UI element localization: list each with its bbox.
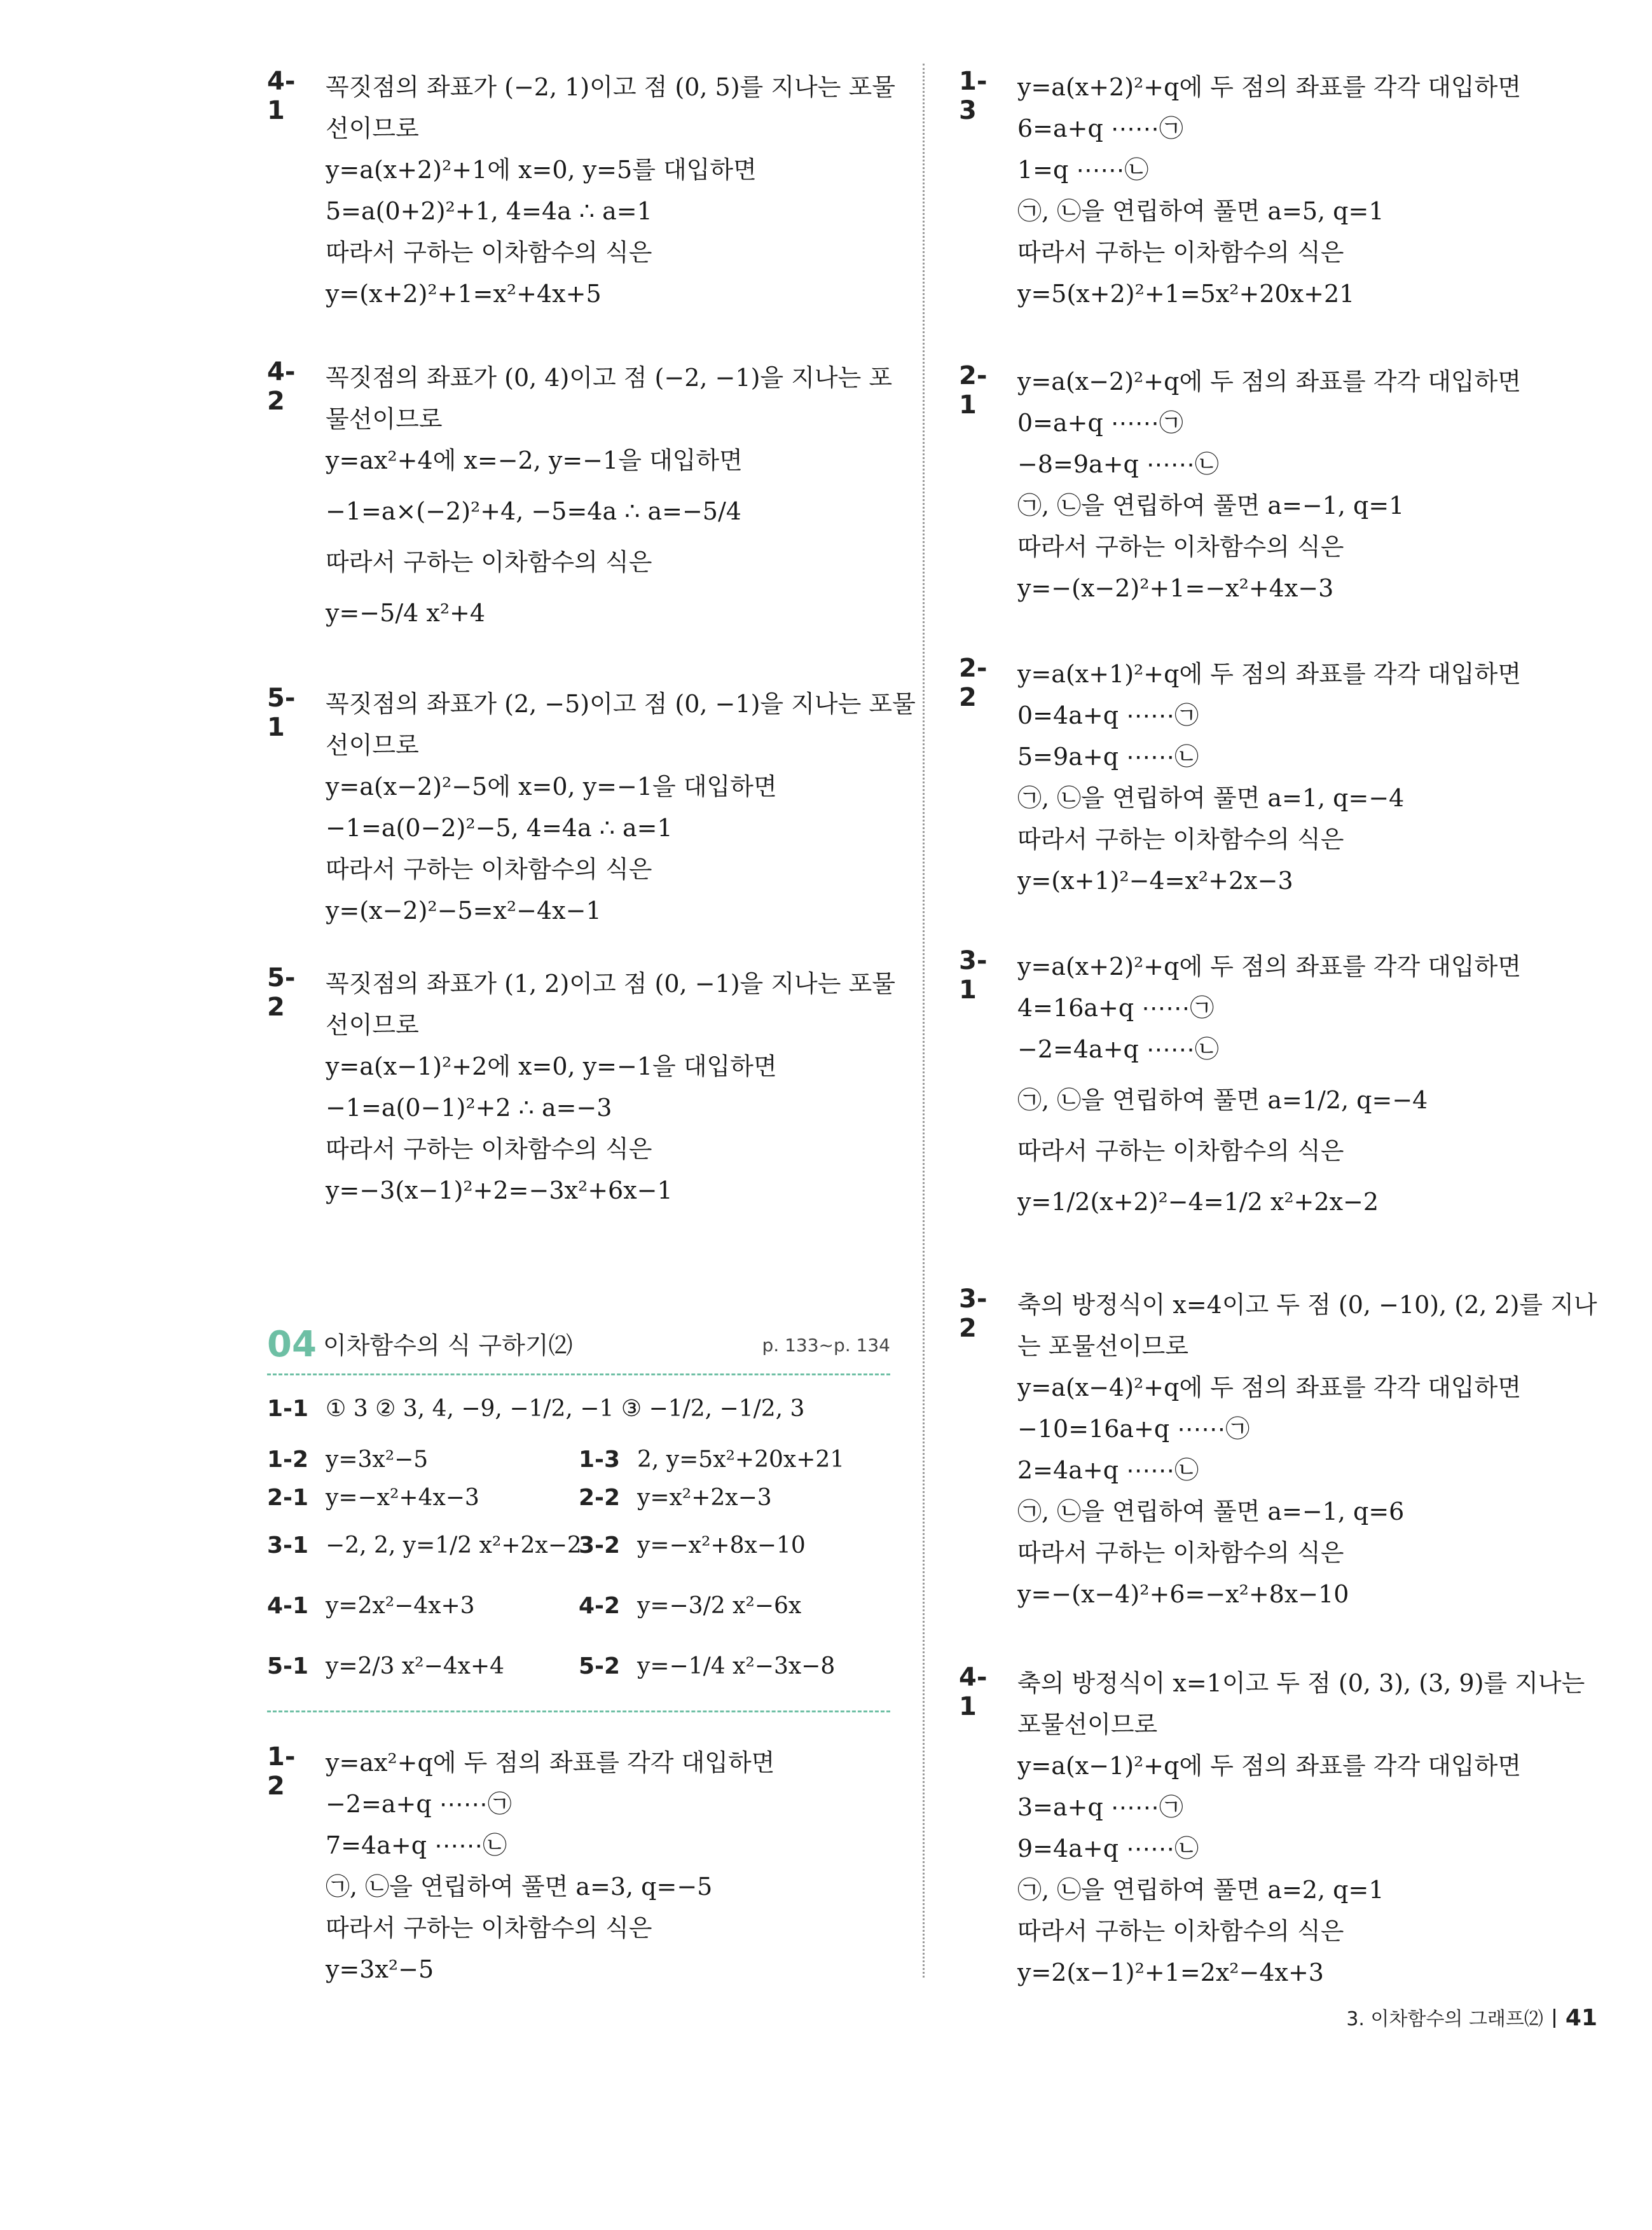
solution-line: y=−5/4 x²+4 [326, 599, 486, 627]
solution-line: 축의 방정식이 x=4이고 두 점 (0, −10), (2, 2)를 지나 [1017, 1291, 1597, 1319]
solution-line: 6=a+q ⋯⋯㉠ [1017, 114, 1183, 142]
section-header [267, 1326, 890, 1364]
solution-line: −2=4a+q ⋯⋯㉡ [1017, 1035, 1219, 1063]
answer-label: 5-2 [579, 1653, 621, 1679]
answer-label: 5-1 [267, 1653, 309, 1679]
answer-value: y=2x²−4x+3 [326, 1593, 475, 1619]
answer-label: 1-2 [267, 1447, 309, 1473]
answer-label: 3-1 [267, 1532, 309, 1559]
solution-line: y=2(x−1)²+1=2x²−4x+3 [1017, 1958, 1324, 1986]
problem-number: 4-1 [267, 67, 296, 125]
answer-cell [267, 1593, 475, 1619]
answer-row [267, 1485, 890, 1523]
section-number: 04 [267, 1324, 317, 1365]
solution-line: 선이므로 [326, 1011, 419, 1039]
solution-line: 꼭짓점의 좌표가 (2, −5)이고 점 (0, −1)을 지나는 포물 [326, 690, 916, 718]
solution-line: 는 포물선이므로 [1017, 1332, 1189, 1360]
solution-line: ㉠, ㉡을 연립하여 풀면 a=1, q=−4 [1017, 784, 1405, 812]
solution-line: y=a(x−2)²+q에 두 점의 좌표를 각각 대입하면 [1017, 368, 1522, 396]
solution-line: −10=16a+q ⋯⋯㉠ [1017, 1415, 1250, 1443]
section-title: 이차함수의 식 구하기⑵ [323, 1332, 573, 1359]
answer-cell [267, 1532, 582, 1559]
problem-number: 1-2 [267, 1742, 296, 1801]
answer-label: 4-2 [579, 1593, 621, 1619]
solution-line: −1=a(0−1)²+2 ∴ a=−3 [326, 1094, 612, 1122]
solution-line: −8=9a+q ⋯⋯㉡ [1017, 450, 1219, 478]
answer-value: ① 3 ② 3, 4, −9, −1/2, −1 ③ −1/2, −1/2, 3 [326, 1396, 805, 1422]
chapter-title: 3. 이차함수의 그래프⑵ [1346, 2008, 1543, 2030]
solution-line: y=(x+1)²−4=x²+2x−3 [1017, 867, 1293, 895]
problem-number: 5-2 [267, 963, 296, 1022]
answer-row [267, 1396, 890, 1434]
solution-line: 포물선이므로 [1017, 1710, 1158, 1738]
solution-line: y=(x+2)²+1=x²+4x+5 [326, 280, 602, 308]
answer-value: y=−3/2 x²−6x [637, 1593, 802, 1619]
column-divider [923, 64, 925, 1978]
solution-line: y=ax²+4에 x=−2, y=−1을 대입하면 [326, 446, 743, 474]
solution-line: 9=4a+q ⋯⋯㉡ [1017, 1834, 1199, 1862]
solution-line: y=a(x−1)²+q에 두 점의 좌표를 각각 대입하면 [1017, 1752, 1522, 1780]
solution-line: 1=q ⋯⋯㉡ [1017, 156, 1149, 184]
solution-line: 0=a+q ⋯⋯㉠ [1017, 409, 1183, 437]
answer-value: y=3x²−5 [326, 1447, 429, 1473]
solution-line: y=a(x+2)²+q에 두 점의 좌표를 각각 대입하면 [1017, 953, 1522, 981]
solution-line: 선이므로 [326, 731, 419, 759]
solution-line: 따라서 구하는 이차함수의 식은 [326, 238, 652, 266]
answer-cell [267, 1447, 428, 1473]
problem-number: 4-1 [959, 1663, 988, 1721]
answer-box-top-rule [267, 1373, 890, 1375]
solution-line: ㉠, ㉡을 연립하여 풀면 a=−1, q=1 [1017, 492, 1405, 520]
solution-line: 축의 방정식이 x=1이고 두 점 (0, 3), (3, 9)를 지나는 [1017, 1669, 1585, 1697]
answer-value: y=−x²+4x−3 [326, 1485, 479, 1511]
solution-line: 4=16a+q ⋯⋯㉠ [1017, 994, 1215, 1022]
solution-line: −1=a×(−2)²+4, −5=4a ∴ a=−5/4 [326, 497, 741, 525]
solution-line: ㉠, ㉡을 연립하여 풀면 a=1/2, q=−4 [1017, 1086, 1428, 1114]
page-footer [1346, 2003, 1597, 2031]
answer-cell [579, 1593, 801, 1619]
solution-line: 따라서 구하는 이차함수의 식은 [326, 548, 652, 576]
solution-line: 따라서 구하는 이차함수의 식은 [1017, 1917, 1344, 1945]
solution-line: ㉠, ㉡을 연립하여 풀면 a=5, q=1 [1017, 197, 1384, 225]
solution-line: y=−(x−4)²+6=−x²+8x−10 [1017, 1580, 1349, 1608]
solution-line: y=1/2(x+2)²−4=1/2 x²+2x−2 [1017, 1188, 1379, 1216]
answer-label: 2-1 [267, 1485, 309, 1511]
solution-line: 따라서 구하는 이차함수의 식은 [1017, 533, 1344, 561]
answer-value: −2, 2, y=1/2 x²+2x−2 [326, 1532, 582, 1559]
solution-line: ㉠, ㉡을 연립하여 풀면 a=3, q=−5 [326, 1873, 713, 1901]
problem-number: 1-3 [959, 67, 988, 125]
answer-cell [267, 1485, 479, 1511]
answer-label: 1-1 [267, 1396, 309, 1422]
solution-line: ㉠, ㉡을 연립하여 풀면 a=2, q=1 [1017, 1876, 1384, 1904]
answer-value: y=2/3 x²−4x+4 [326, 1653, 505, 1679]
solution-line: 0=4a+q ⋯⋯㉠ [1017, 701, 1199, 729]
answer-label: 2-2 [579, 1485, 621, 1511]
solution-line: 3=a+q ⋯⋯㉠ [1017, 1793, 1183, 1821]
footer-separator [1553, 2009, 1555, 2028]
solution-line: 따라서 구하는 이차함수의 식은 [326, 1135, 652, 1163]
answer-cell [579, 1532, 806, 1559]
solution-line: 7=4a+q ⋯⋯㉡ [326, 1831, 507, 1859]
answer-value: y=−x²+8x−10 [637, 1532, 806, 1559]
answer-label: 1-3 [579, 1447, 621, 1473]
solution-line: y=a(x+1)²+q에 두 점의 좌표를 각각 대입하면 [1017, 660, 1522, 688]
answer-value: y=x²+2x−3 [637, 1485, 772, 1511]
solution-line: 꼭짓점의 좌표가 (0, 4)이고 점 (−2, −1)을 지나는 포 [326, 364, 893, 392]
problem-number: 3-2 [959, 1284, 988, 1343]
solution-line: −1=a(0−2)²−5, 4=4a ∴ a=1 [326, 814, 673, 842]
solution-line: 따라서 구하는 이차함수의 식은 [326, 1914, 652, 1942]
answer-label: 4-1 [267, 1593, 309, 1619]
solution-line: 꼭짓점의 좌표가 (1, 2)이고 점 (0, −1)을 지나는 포물 [326, 970, 895, 998]
answer-label: 3-2 [579, 1532, 621, 1559]
problem-number: 4-2 [267, 357, 296, 416]
answer-cell [579, 1653, 835, 1679]
answer-value: 2, y=5x²+20x+21 [637, 1447, 845, 1473]
solution-line: 물선이므로 [326, 405, 443, 433]
solution-line: 꼭짓점의 좌표가 (−2, 1)이고 점 (0, 5)를 지나는 포물 [326, 73, 895, 101]
problem-number: 3-1 [959, 946, 988, 1005]
problem-number: 5-1 [267, 684, 296, 742]
solution-line: ㉠, ㉡을 연립하여 풀면 a=−1, q=6 [1017, 1497, 1405, 1525]
section-page-range: p. 133~p. 134 [762, 1335, 890, 1356]
solution-line: y=a(x−2)²−5에 x=0, y=−1을 대입하면 [326, 773, 777, 801]
solution-line: 선이므로 [326, 114, 419, 142]
solution-line: 5=a(0+2)²+1, 4=4a ∴ a=1 [326, 197, 652, 225]
solution-line: y=3x²−5 [326, 1955, 434, 1983]
solution-line: 5=9a+q ⋯⋯㉡ [1017, 743, 1199, 771]
solution-line: −2=a+q ⋯⋯㉠ [326, 1790, 512, 1818]
solution-line: y=a(x+2)²+1에 x=0, y=5를 대입하면 [326, 156, 757, 184]
solution-line: y=ax²+q에 두 점의 좌표를 각각 대입하면 [326, 1749, 775, 1777]
solution-line: 따라서 구하는 이차함수의 식은 [1017, 238, 1344, 266]
solution-line: y=−(x−2)²+1=−x²+4x−3 [1017, 574, 1334, 602]
solution-line: 2=4a+q ⋯⋯㉡ [1017, 1456, 1199, 1484]
answer-row [267, 1532, 890, 1571]
solution-line: y=a(x−4)²+q에 두 점의 좌표를 각각 대입하면 [1017, 1373, 1522, 1401]
solution-line: y=a(x+2)²+q에 두 점의 좌표를 각각 대입하면 [1017, 73, 1522, 101]
problem-number: 2-1 [959, 361, 988, 420]
answer-value: y=−1/4 x²−3x−8 [637, 1653, 836, 1679]
answer-row [267, 1593, 890, 1631]
answer-cell [267, 1396, 804, 1422]
solution-line: y=−3(x−1)²+2=−3x²+6x−1 [326, 1176, 673, 1204]
solution-line: 따라서 구하는 이차함수의 식은 [1017, 1539, 1344, 1567]
solution-line: 따라서 구하는 이차함수의 식은 [1017, 825, 1344, 853]
solution-line: 따라서 구하는 이차함수의 식은 [326, 855, 652, 883]
answer-cell [579, 1485, 772, 1511]
problem-number: 2-2 [959, 654, 988, 712]
solution-line: 따라서 구하는 이차함수의 식은 [1017, 1137, 1344, 1165]
answer-cell [579, 1447, 844, 1473]
solution-line: y=5(x+2)²+1=5x²+20x+21 [1017, 280, 1355, 308]
answer-cell [267, 1653, 504, 1679]
solution-line: y=a(x−1)²+2에 x=0, y=−1을 대입하면 [326, 1052, 777, 1080]
page-number: 41 [1565, 2005, 1597, 2031]
answer-box-bottom-rule [267, 1710, 890, 1712]
answer-row [267, 1447, 890, 1485]
answer-row [267, 1653, 890, 1691]
solution-line: y=(x−2)²−5=x²−4x−1 [326, 897, 602, 925]
